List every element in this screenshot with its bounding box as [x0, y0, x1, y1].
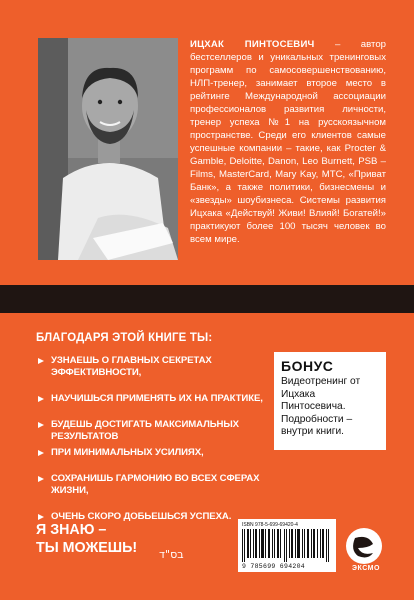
barcode-number: 9 785699 694204: [242, 563, 306, 570]
author-photo: [38, 38, 178, 260]
publisher-name: ЭКСМО: [352, 565, 380, 572]
benefits-list: [38, 355, 268, 537]
bsd-mark: בס"ד: [159, 548, 184, 561]
bonus-text: Видеотренинг от Ицхака Пинтосевича. Подробности – внутри книги.: [281, 376, 361, 437]
benefit-item: СОХРАНИШЬ ГАРМОНИЮ ВО ВСЕХ СФЕРАХ ЖИЗНИ,: [38, 473, 268, 497]
author-bio: [190, 38, 386, 246]
publisher-logo-icon: [344, 526, 384, 566]
author-bio-paragraph: [190, 38, 386, 246]
benefit-item-continuation: ПРИ МИНИМАЛЬНЫХ УСИЛИЯХ,: [38, 447, 268, 459]
bonus-title: БОНУС: [281, 358, 334, 374]
isbn-text: ISBN 978-5-699-69420-4: [242, 522, 298, 528]
barcode-icon: [242, 529, 332, 562]
slogan: [36, 521, 137, 557]
slogan-line-2: ТЫ МОЖЕШЬ!: [36, 539, 138, 556]
benefit-item: ОЧЕНЬ СКОРО ДОБЬЕШЬСЯ УСПЕХА.: [38, 511, 268, 523]
author-bio-text: – автор бестселлеров и уникальных тренинговых программ по самосовершенствованию, НЛП-тренер, занимает второе место в рейтинге Международной ассоциации профессионалов развития личности, тренер успеха №1 на русскоязычном пространстве. Среди его клиентов самые успешные компании – такие, как Procter & Gamble, Deloitte, Danon, Leo Burnett, PSB – Films, MasterCard, Mary Kay, МТС, «Приват Банк», а также политики, бизнесмены и «звезды» шоубизнеса. Системы развития Ицхака «Действуй! Живи! Влияй! Богатей!» практикуют более 100 тысяч человек во всем мире.: [190, 39, 386, 245]
benefits-title: БЛАГОДАРЯ ЭТОЙ КНИГЕ ТЫ:: [36, 330, 213, 344]
author-portrait-image: [38, 38, 178, 260]
benefit-item: УЗНАЕШЬ О ГЛАВНЫХ СЕКРЕТАХ ЭФФЕКТИВНОСТИ,: [38, 355, 268, 379]
bonus-box: [274, 352, 386, 450]
slogan-line-1: Я ЗНАЮ –: [36, 521, 107, 538]
dark-band-divider: [0, 285, 414, 313]
barcode-box: [238, 519, 336, 572]
benefit-item: НАУЧИШЬСЯ ПРИМЕНЯТЬ ИХ НА ПРАКТИКЕ,: [38, 393, 268, 405]
author-name: ИЦХАК ПИНТОСЕВИЧ: [190, 39, 315, 50]
benefit-item: БУДЕШЬ ДОСТИГАТЬ МАКСИМАЛЬНЫХ РЕЗУЛЬТАТОВ: [38, 419, 268, 443]
